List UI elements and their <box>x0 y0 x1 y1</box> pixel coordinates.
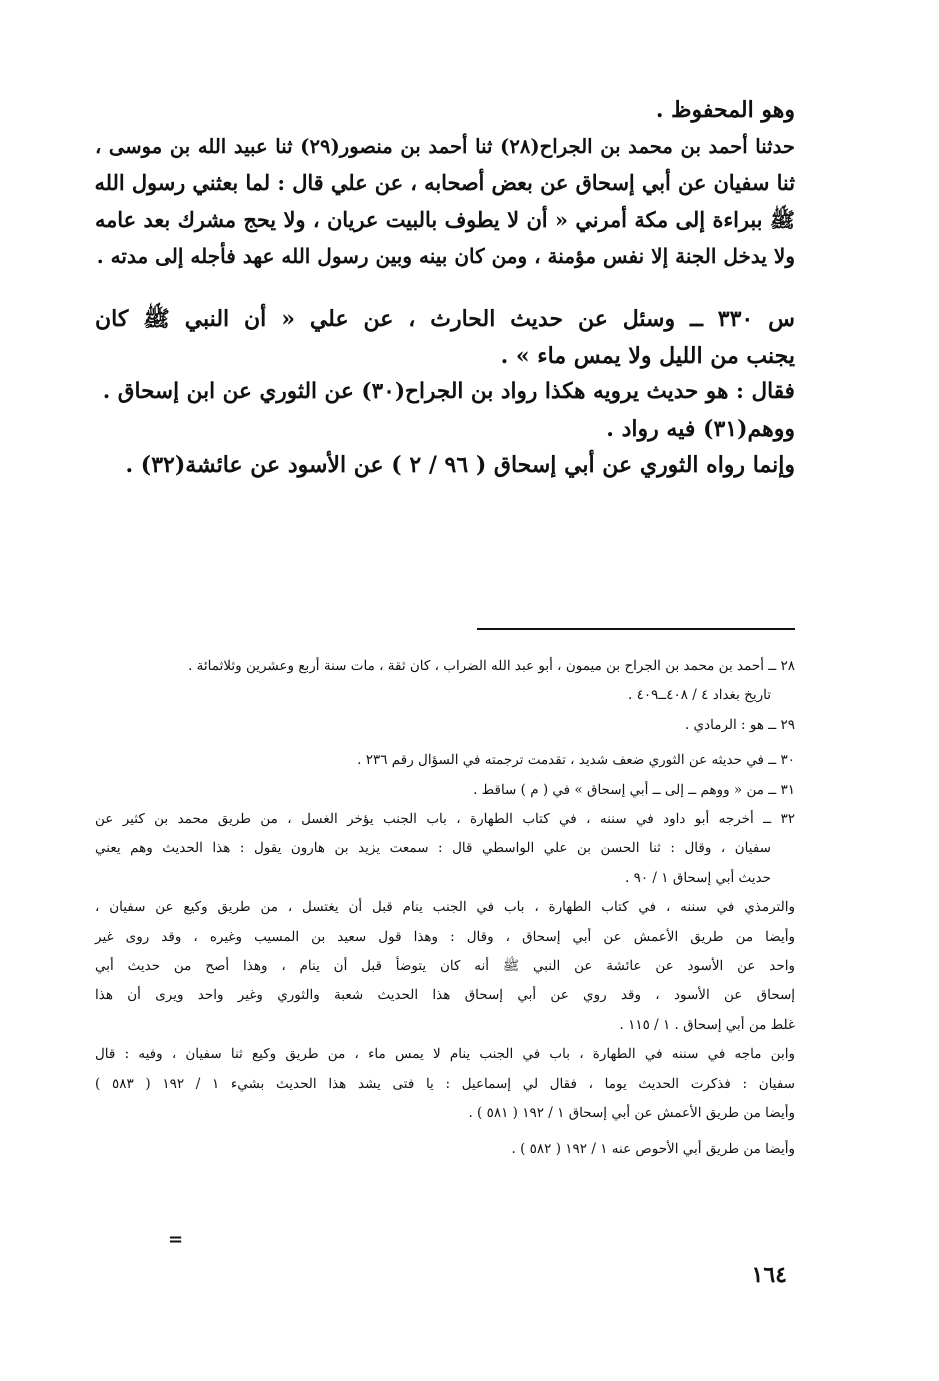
main-text <box>95 92 795 484</box>
text-line: وهو المحفوظ . <box>655 97 795 123</box>
text-line: وإنما رواه الثوري عن أبي إسحاق ( ٩٦ / ٢ ) عن الأسود عن عائشة(٣٢) . <box>125 452 795 479</box>
footnote-line: وأيضا من طريق الأعمش عن أبي إسحاق ١ / ١٩٢ ( ٥٨١ ) . <box>468 1105 795 1122</box>
footnote-line: ٢٩ ــ هو : الرمادي . <box>684 716 795 733</box>
question-heading: س ٣٣٠ ــ وسئل عن حديث الحارث ، عن علي « أن النبي ﷺ كان <box>95 305 796 332</box>
footnote-line: سفيان ، وقال : ثنا الحسن بن علي الواسطي قال : سمعت يزيد بن هارون يقول : هذا الحديث وهم يعني <box>95 840 771 857</box>
footnote-divider <box>477 628 795 630</box>
footnote-line: ٣٠ ــ في حديثه عن الثوري ضعف شديد ، تقدمت ترجمته في السؤال رقم ٢٣٦ . <box>357 752 795 769</box>
footnote-line: سفيان : فذكرت الحديث يوما ، فقال لي إسماعيل : يا فتى يشد هذا الحديث بشيء ١ / ١٩٢ ( ٥٨٣ ) <box>95 1075 795 1092</box>
footnote-line: وأيضا من طريق الأعمش عن أبي إسحاق ، وقال : وهذا قول سعيد بن المسيب وغيره ، وقد روى غير <box>95 928 795 945</box>
footnote-line: ٣١ ــ من « ووهم ــ إلى ــ أبي إسحاق » في ( م ) ساقط . <box>473 781 795 798</box>
text-line: حدثنا أحمد بن محمد بن الجراح(٢٨) ثنا أحمد بن منصور(٢٩) ثنا عبيد الله بن موسى ، <box>95 134 795 158</box>
text-line: ثنا سفيان عن أبي إسحاق عن بعض أصحابه ، عن علي قال : لما بعثني رسول الله <box>94 170 795 196</box>
page-number: ١٦٤ <box>751 1262 787 1288</box>
footnote-line: غلط من أبي إسحاق . ١ / ١١٥ . <box>619 1016 795 1033</box>
book-page <box>95 0 795 1381</box>
text-line: ﷺ ببراءة إلى مكة أمرني « أن لا يطوف بالبيت عريان ، ولا يحج مشرك بعد عامه <box>95 206 795 232</box>
footnote-line: حديث أبي إسحاق ١ / ٩٠ . <box>625 869 771 886</box>
footnote-line: وأيضا من طريق أبي الأحوص عنه ١ / ١٩٢ ( ٥٨٢ ) . <box>511 1140 795 1157</box>
continuation-mark: = <box>168 1229 184 1250</box>
footnote-line: ٢٨ ــ أحمد بن محمد بن الجراح بن ميمون ، أبو عبد الله الضراب ، كان ثقة ، مات سنة أربع وعشرين وثلاثمائة . <box>188 658 795 674</box>
text-line: فقال : هو حديث يرويه هكذا رواد بن الجراح(٣٠) عن الثوري عن ابن إسحاق . <box>102 379 795 405</box>
footnote-line: ٣٢ ــ أخرجه أبو داود في سننه ، في كتاب الطهارة ، باب الجنب يؤخر الغسل ، من طريق محمد بن كثير عن <box>95 811 795 828</box>
text-line: ولا يدخل الجنة إلا نفس مؤمنة ، ومن كان بينه وبين رسول الله عهد فأجله إلى مدته . <box>96 244 795 269</box>
footnote-line: واحد عن الأسود عن عائشة عن النبي ﷺ أنه كان يتوضأ قبل أن ينام ، وهذا أصح من حديث أبي <box>95 958 795 975</box>
footnotes <box>95 652 795 1164</box>
text-line: ووهم(٣١) فيه رواد . <box>606 415 795 442</box>
text-line: يجنب من الليل ولا يمس ماء » . <box>500 342 795 369</box>
footnote-line: والترمذي في سننه ، في كتاب الطهارة ، باب في الجنب ينام قبل أن يغتسل ، من طريق وكيع عن سفيان ، <box>95 899 795 916</box>
footnote-line: إسحاق عن الأسود ، وقد روي عن أبي إسحاق هذا الحديث شعبة والثوري وغير واحد ويرى أن هذا <box>95 987 795 1004</box>
footnote-line: تاريخ بغداد ٤ / ٤٠٨ــ٤٠٩ . <box>627 687 771 704</box>
footnote-line: وابن ماجه في سننه في الطهارة ، باب في الجنب ينام لا يمس ماء ، من طريق وكيع ثنا سفيان ، وفيه : قال <box>95 1046 795 1063</box>
